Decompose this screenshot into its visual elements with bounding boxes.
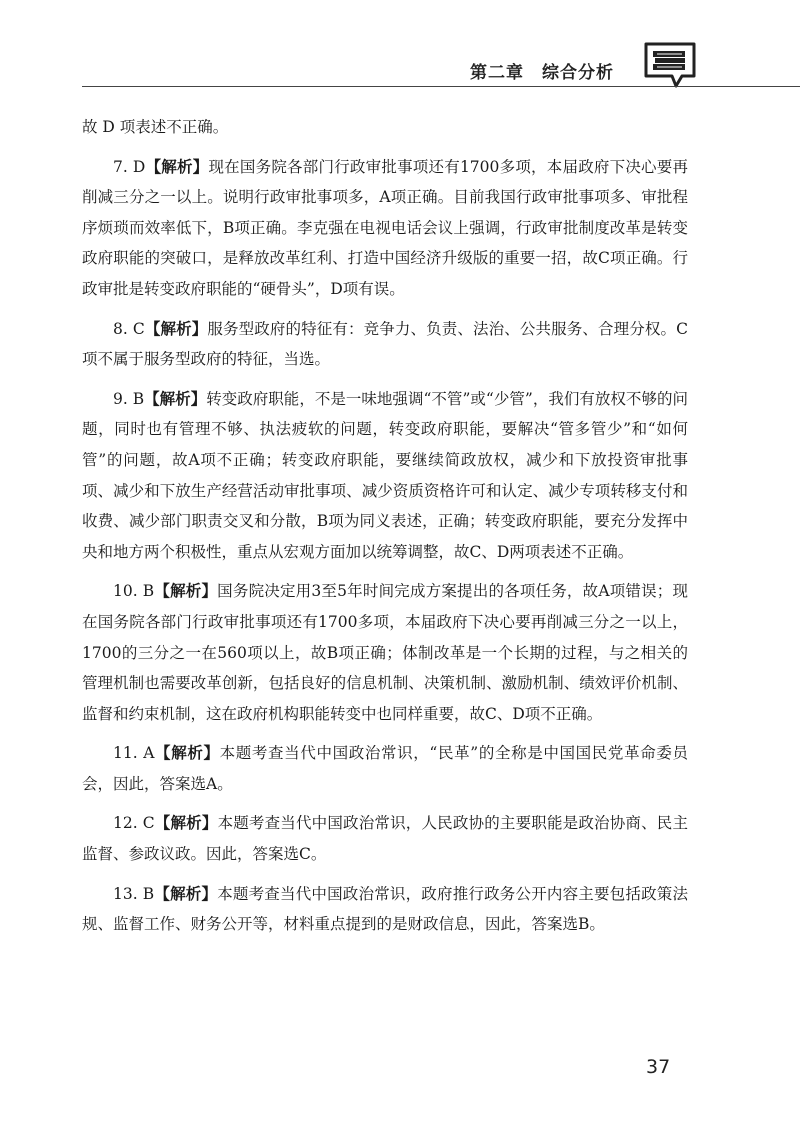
page-header — [0, 0, 800, 92]
page-number: 37 — [646, 1056, 671, 1078]
lead-paragraph: 故 D 项表述不正确。 — [82, 118, 229, 136]
answer-number: 12. C — [113, 814, 155, 833]
book-stack-icon — [642, 40, 698, 90]
analysis-tag: 【解析】 — [144, 319, 208, 338]
analysis-tag: 【解析】 — [154, 814, 218, 833]
answer-number: 10. B — [113, 582, 155, 601]
answer-number: 13. B — [113, 884, 155, 903]
answer-number: 8. C — [113, 319, 145, 338]
answer-item-12 — [82, 808, 688, 869]
answer-explanations — [82, 112, 688, 949]
answer-text: 本题考查当代中国政治常识，政府推行政务公开内容主要包括政策法规、监督工作、财务公开等，材料重点提到的是财政信息，因此，答案选B。 — [82, 884, 688, 934]
answer-text: 本题考查当代中国政治常识，人民政协的主要职能是政治协商、民主监督、参政议政。因此，答案选C。 — [82, 814, 688, 864]
answer-item-13 — [82, 879, 688, 940]
answer-text: 转变政府职能，不是一味地强调“不管”或“少管”，我们有放权不够的问题，同时也有管理不够、执法疲软的问题，转变政府职能，要解决“管多管少”和“如何管”的问题，故A项不正确；转变政府职能，要继续简政放权，减少和下放投资审批事项、减少和下放生产经营活动审批事项、减少资质资格许可和认定、减少专项转移支付和收费、减少部门职责交叉和分散，B项为同义表述，正确；转变政府职能，要充分发挥中央和地方两个积极性，重点从宏观方面加以统筹调整，故C、D两项表述不正确。 — [82, 389, 688, 561]
chapter-title: 第二章 综合分析 — [470, 63, 614, 83]
answer-number: 7. D — [113, 157, 146, 176]
answer-item-7 — [82, 152, 688, 305]
answer-item-10 — [82, 576, 688, 729]
answer-number: 9. B — [113, 389, 145, 408]
analysis-tag: 【解析】 — [144, 389, 207, 408]
answer-text: 服务型政府的特征有：竞争力、负责、法治、公共服务、合理分权。C项不属于服务型政府的特征，当选。 — [82, 319, 688, 369]
analysis-tag: 【解析】 — [154, 582, 218, 601]
analysis-tag: 【解析】 — [154, 884, 218, 903]
answer-number: 11. A — [113, 744, 155, 763]
answer-text: 本题考查当代中国政治常识，“民革”的全称是中国国民党革命委员会，因此，答案选A。 — [82, 744, 688, 793]
answer-item-11 — [82, 738, 688, 799]
answer-item-9 — [82, 384, 688, 568]
analysis-tag: 【解析】 — [154, 744, 220, 763]
answer-item-8 — [82, 314, 688, 375]
answer-text: 国务院决定用3至5年时间完成方案提出的各项任务，故A项错误；现在国务院各部门行政审批事项还有1700多项，本届政府下决心要再削减三分之一以上，1700的三分之一在560项以上，故B项正确；体制改革是一个长期的过程，与之相关的管理机制也需要改革创新，包括良好的信息机制、决策机制、激励机制、绩效评价机制、监督和约束机制，这在政府机构职能转变中也同样重要，故C、D项不正确。 — [82, 582, 689, 723]
analysis-tag: 【解析】 — [145, 157, 209, 176]
header-divider — [82, 86, 800, 87]
answer-text: 现在国务院各部门行政审批事项还有1700多项，本届政府下决心要再削减三分之一以上。说明行政审批事项多，A项正确。目前我国行政审批事项多、审批程序烦琐而效率低下，B项正确。李克强在电视电话会议上强调，行政审批制度改革是转变政府职能的突破口，是释放改革红利、打造中国经济升级版的重要一招，故C项正确。行政审批是转变政府职能的“硬骨头”，D项有误。 — [82, 157, 688, 298]
